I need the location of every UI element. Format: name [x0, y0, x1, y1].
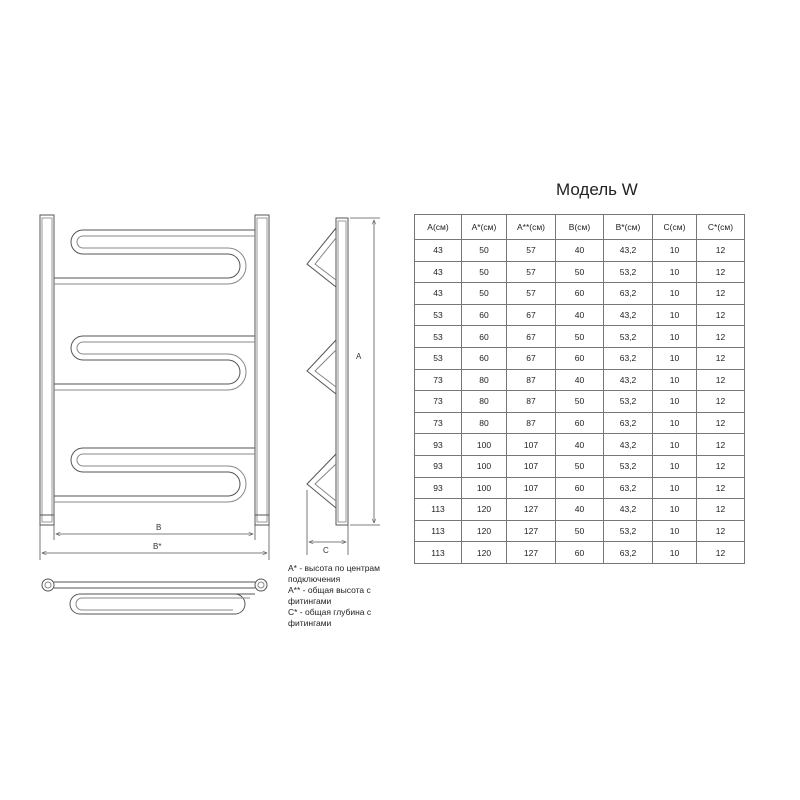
table-cell: 67: [507, 326, 556, 348]
dimension-a: [350, 218, 380, 525]
col-header: А*(см): [462, 215, 507, 240]
table-cell: 12: [697, 391, 745, 413]
table-cell: 53,2: [604, 261, 653, 283]
table-cell: 10: [653, 261, 697, 283]
table-cell: 57: [507, 261, 556, 283]
table-cell: 40: [556, 240, 604, 262]
table-cell: 63,2: [604, 542, 653, 564]
side-view: [307, 218, 348, 525]
table-cell: 107: [507, 455, 556, 477]
table-row: [415, 283, 745, 305]
note-c-star: С* - общая глубина с фитингами: [288, 607, 372, 628]
front-view: [40, 215, 269, 525]
table-row: [415, 391, 745, 413]
table-row: [415, 240, 745, 262]
table-cell: 10: [653, 304, 697, 326]
table-cell: 80: [462, 391, 507, 413]
note-a-double-star: А** - общая высота с фитингами: [288, 585, 371, 606]
table-cell: 10: [653, 455, 697, 477]
col-header: В(см): [556, 215, 604, 240]
table-cell: 87: [507, 369, 556, 391]
table-cell: 12: [697, 542, 745, 564]
table-cell: 120: [462, 499, 507, 521]
table-cell: 67: [507, 304, 556, 326]
table-cell: 12: [697, 261, 745, 283]
table-cell: 80: [462, 369, 507, 391]
label-c: C: [323, 546, 329, 555]
table-cell: 73: [415, 412, 462, 434]
table-cell: 107: [507, 477, 556, 499]
table-cell: 73: [415, 391, 462, 413]
label-b-star: B*: [153, 542, 162, 551]
table-cell: 10: [653, 326, 697, 348]
table-cell: 50: [556, 326, 604, 348]
table-cell: 12: [697, 347, 745, 369]
table-cell: 43: [415, 261, 462, 283]
table-cell: 80: [462, 412, 507, 434]
table-cell: 12: [697, 283, 745, 305]
table-cell: 60: [556, 542, 604, 564]
table-cell: 12: [697, 499, 745, 521]
table-cell: 67: [507, 347, 556, 369]
table-cell: 53: [415, 347, 462, 369]
table-cell: 40: [556, 499, 604, 521]
table-cell: 107: [507, 434, 556, 456]
table-cell: 12: [697, 477, 745, 499]
table-cell: 43,2: [604, 304, 653, 326]
col-header: В*(см): [604, 215, 653, 240]
tube-loop-2: [54, 336, 255, 390]
table-cell: 50: [556, 520, 604, 542]
table-cell: 63,2: [604, 412, 653, 434]
table-cell: 40: [556, 434, 604, 456]
table-cell: 10: [653, 283, 697, 305]
table-cell: 93: [415, 477, 462, 499]
table-row: [415, 261, 745, 283]
table-cell: 60: [462, 304, 507, 326]
table-cell: 12: [697, 412, 745, 434]
table-row: [415, 304, 745, 326]
table-cell: 100: [462, 434, 507, 456]
table-cell: 60: [556, 347, 604, 369]
table-cell: 60: [556, 477, 604, 499]
table-cell: 50: [556, 261, 604, 283]
col-header: А**(см): [507, 215, 556, 240]
table-cell: 73: [415, 369, 462, 391]
table-cell: 113: [415, 520, 462, 542]
dimensions-table: [414, 214, 745, 564]
table-row: [415, 520, 745, 542]
legend-notes: [288, 563, 408, 629]
table-cell: 43: [415, 240, 462, 262]
table-cell: 57: [507, 240, 556, 262]
table-cell: 12: [697, 434, 745, 456]
table-cell: 43,2: [604, 499, 653, 521]
table-cell: 50: [556, 391, 604, 413]
table-cell: 12: [697, 520, 745, 542]
table-cell: 127: [507, 520, 556, 542]
table-cell: 53,2: [604, 455, 653, 477]
table-cell: 40: [556, 304, 604, 326]
table-cell: 10: [653, 499, 697, 521]
label-b: B: [156, 523, 162, 532]
table-cell: 63,2: [604, 283, 653, 305]
table-cell: 43,2: [604, 369, 653, 391]
table-cell: 43,2: [604, 240, 653, 262]
table-cell: 50: [462, 240, 507, 262]
table-cell: 12: [697, 240, 745, 262]
table-cell: 10: [653, 434, 697, 456]
table-row: [415, 412, 745, 434]
table-cell: 10: [653, 542, 697, 564]
table-cell: 43,2: [604, 434, 653, 456]
table-cell: 10: [653, 347, 697, 369]
tube-loop-3: [54, 448, 255, 502]
table-cell: 127: [507, 499, 556, 521]
table-cell: 10: [653, 412, 697, 434]
table-row: [415, 347, 745, 369]
table-cell: 53: [415, 304, 462, 326]
table-cell: 10: [653, 240, 697, 262]
table-cell: 87: [507, 412, 556, 434]
note-a-star: А* - высота по центрам подключения: [288, 563, 381, 584]
table-cell: 63,2: [604, 477, 653, 499]
table-cell: 53: [415, 326, 462, 348]
table-cell: 60: [556, 412, 604, 434]
label-a: A: [356, 352, 362, 361]
table-cell: 10: [653, 477, 697, 499]
table-cell: 87: [507, 391, 556, 413]
table-cell: 100: [462, 455, 507, 477]
table-cell: 10: [653, 391, 697, 413]
table-row: [415, 542, 745, 564]
table-cell: 10: [653, 369, 697, 391]
table-cell: 113: [415, 499, 462, 521]
table-cell: 50: [556, 455, 604, 477]
table-cell: 53,2: [604, 391, 653, 413]
table-row: [415, 455, 745, 477]
table-cell: 127: [507, 542, 556, 564]
table-row: [415, 326, 745, 348]
table-cell: 57: [507, 283, 556, 305]
table-header-row: [415, 215, 745, 240]
table-cell: 43: [415, 283, 462, 305]
table-row: [415, 369, 745, 391]
col-header: А(см): [415, 215, 462, 240]
col-header: С*(см): [697, 215, 745, 240]
col-header: С(см): [653, 215, 697, 240]
table-cell: 12: [697, 326, 745, 348]
table-cell: 113: [415, 542, 462, 564]
table-row: [415, 477, 745, 499]
table-cell: 63,2: [604, 347, 653, 369]
tube-loop-1: [54, 230, 255, 284]
table-cell: 50: [462, 283, 507, 305]
table-cell: 12: [697, 369, 745, 391]
table-cell: 100: [462, 477, 507, 499]
table-cell: 60: [556, 283, 604, 305]
table-cell: 40: [556, 369, 604, 391]
table-cell: 120: [462, 520, 507, 542]
table-cell: 93: [415, 434, 462, 456]
table-cell: 120: [462, 542, 507, 564]
table-cell: 53,2: [604, 326, 653, 348]
table-cell: 60: [462, 326, 507, 348]
table-row: [415, 499, 745, 521]
model-title: Модель W: [556, 180, 638, 199]
top-view: [42, 579, 267, 614]
table-cell: 50: [462, 261, 507, 283]
table-cell: 53,2: [604, 520, 653, 542]
table-cell: 10: [653, 520, 697, 542]
table-cell: 12: [697, 455, 745, 477]
table-cell: 93: [415, 455, 462, 477]
table-row: [415, 434, 745, 456]
table-cell: 12: [697, 304, 745, 326]
table-cell: 60: [462, 347, 507, 369]
